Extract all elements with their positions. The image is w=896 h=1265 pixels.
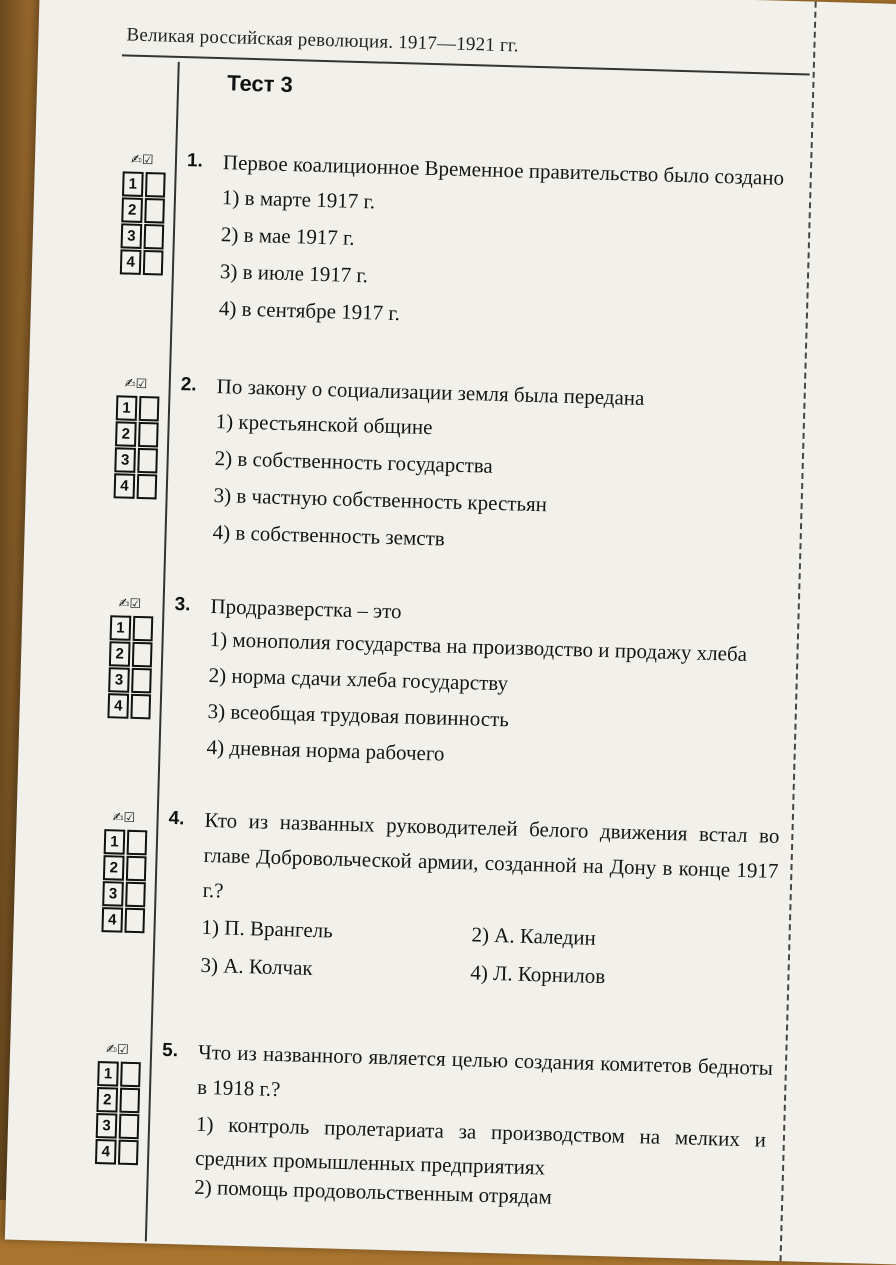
question-number: 3. bbox=[174, 594, 191, 616]
answer-checkbox[interactable] bbox=[143, 250, 164, 276]
answer-grid-icons: ✍☑ bbox=[105, 1042, 129, 1058]
answer-number: 4 bbox=[114, 473, 136, 499]
answer-checkbox[interactable] bbox=[137, 474, 158, 500]
answer-grid-icons: ✍☑ bbox=[118, 596, 142, 613]
header-rule bbox=[122, 54, 810, 75]
question-text: Первое коалиционное Временное правительство было создано bbox=[222, 150, 785, 190]
option: 3) в частную собственность крестьян bbox=[213, 483, 548, 517]
option: 1) П. Врангель bbox=[201, 914, 334, 943]
option: 1) в марте 1917 г. bbox=[221, 185, 376, 214]
answer-checkbox[interactable] bbox=[133, 616, 154, 642]
answer-checkbox[interactable] bbox=[124, 908, 145, 934]
answer-checkbox[interactable] bbox=[131, 668, 152, 694]
answer-number: 2 bbox=[109, 641, 131, 667]
answer-number: 1 bbox=[116, 395, 138, 421]
option: 2) А. Каледин bbox=[471, 922, 597, 950]
test-title: Тест 3 bbox=[226, 70, 294, 98]
answer-checkbox[interactable] bbox=[126, 856, 147, 882]
answer-checkbox[interactable] bbox=[125, 882, 146, 908]
answer-checkbox[interactable] bbox=[130, 694, 151, 720]
answer-number: 3 bbox=[114, 447, 136, 473]
question-number: 2. bbox=[180, 374, 197, 396]
answer-number: 3 bbox=[121, 223, 143, 249]
answer-checkbox[interactable] bbox=[119, 1114, 140, 1140]
answer-grid bbox=[95, 1040, 142, 1165]
answer-number: 4 bbox=[95, 1139, 117, 1165]
running-head: Великая российская революция. 1917—1921 гг. bbox=[126, 24, 520, 57]
answer-grid bbox=[114, 374, 161, 499]
option: 1) монополия государства на производство и продажу хлеба bbox=[209, 626, 748, 666]
answer-grid bbox=[107, 594, 154, 719]
option: 2) помощь продовольственным отрядам bbox=[194, 1174, 553, 1209]
option: 1) крестьянской общине bbox=[215, 409, 433, 440]
question-number: 1. bbox=[186, 150, 204, 172]
answer-number: 1 bbox=[97, 1061, 119, 1087]
answer-checkbox[interactable] bbox=[119, 1088, 140, 1114]
answer-number: 2 bbox=[103, 855, 125, 881]
question-4 bbox=[17, 806, 792, 989]
answer-number: 3 bbox=[102, 881, 124, 907]
answer-number: 4 bbox=[120, 249, 142, 275]
question-1 bbox=[35, 148, 810, 326]
test-page bbox=[5, 0, 896, 1265]
answer-checkbox[interactable] bbox=[138, 422, 159, 448]
question-text: Продразверстка – это bbox=[210, 594, 402, 624]
answer-checkbox[interactable] bbox=[120, 1062, 141, 1088]
answer-number: 2 bbox=[115, 421, 137, 447]
answer-number: 1 bbox=[104, 829, 126, 855]
question-text: Кто из названных руководителей белого движения встал во главе Добровольческой армии, созданной на Дону в конце 1917 г.? bbox=[202, 807, 780, 903]
option: 2) норма сдачи хлеба государству bbox=[208, 662, 509, 696]
answer-grid-icons: ✍☑ bbox=[130, 152, 154, 169]
question-text: По закону о социализации земля была передана bbox=[216, 374, 645, 411]
answer-checkbox[interactable] bbox=[144, 224, 165, 250]
answer-grid-icons: ✍☑ bbox=[124, 376, 148, 393]
answer-grid-icons: ✍☑ bbox=[112, 810, 136, 826]
answer-number: 3 bbox=[96, 1113, 118, 1139]
option: 1) контроль пролетариата за производством на мелких и средних промышленных предприятиях bbox=[194, 1111, 767, 1180]
answer-number: 4 bbox=[101, 907, 123, 933]
question-2 bbox=[29, 372, 804, 551]
option: 4) Л. Корнилов bbox=[470, 960, 606, 989]
answer-number: 1 bbox=[122, 171, 144, 197]
question-3 bbox=[23, 592, 798, 766]
question-text: Что из названного является целью создания комитетов бедноты в 1918 г.? bbox=[196, 1039, 774, 1102]
answer-checkbox[interactable] bbox=[139, 396, 160, 422]
answer-number: 1 bbox=[110, 615, 132, 641]
answer-grid bbox=[120, 150, 167, 275]
answer-checkbox[interactable] bbox=[127, 830, 148, 856]
option: 4) в собственность земств bbox=[212, 520, 446, 551]
answer-checkbox[interactable] bbox=[145, 172, 166, 198]
answer-number: 2 bbox=[96, 1087, 118, 1113]
answer-checkbox[interactable] bbox=[137, 448, 158, 474]
option: 3) в июле 1917 г. bbox=[219, 259, 369, 288]
question-number: 4. bbox=[168, 807, 185, 830]
question-5 bbox=[10, 1038, 785, 1209]
option: 4) в сентябре 1917 г. bbox=[218, 296, 401, 326]
answer-checkbox[interactable] bbox=[132, 642, 153, 668]
option: 4) дневная норма рабочего bbox=[206, 734, 445, 766]
answer-checkbox[interactable] bbox=[118, 1140, 139, 1166]
answer-number: 2 bbox=[121, 197, 143, 223]
answer-number: 4 bbox=[107, 693, 129, 719]
option: 2) в собственность государства bbox=[214, 446, 494, 478]
option: 2) в мае 1917 г. bbox=[220, 222, 355, 250]
answer-grid bbox=[101, 808, 148, 933]
answer-checkbox[interactable] bbox=[144, 198, 165, 224]
option: 3) А. Колчак bbox=[200, 952, 314, 980]
option: 3) всеобщая трудовая повинность bbox=[207, 698, 510, 732]
answer-number: 3 bbox=[108, 667, 130, 693]
question-number: 5. bbox=[161, 1039, 179, 1062]
